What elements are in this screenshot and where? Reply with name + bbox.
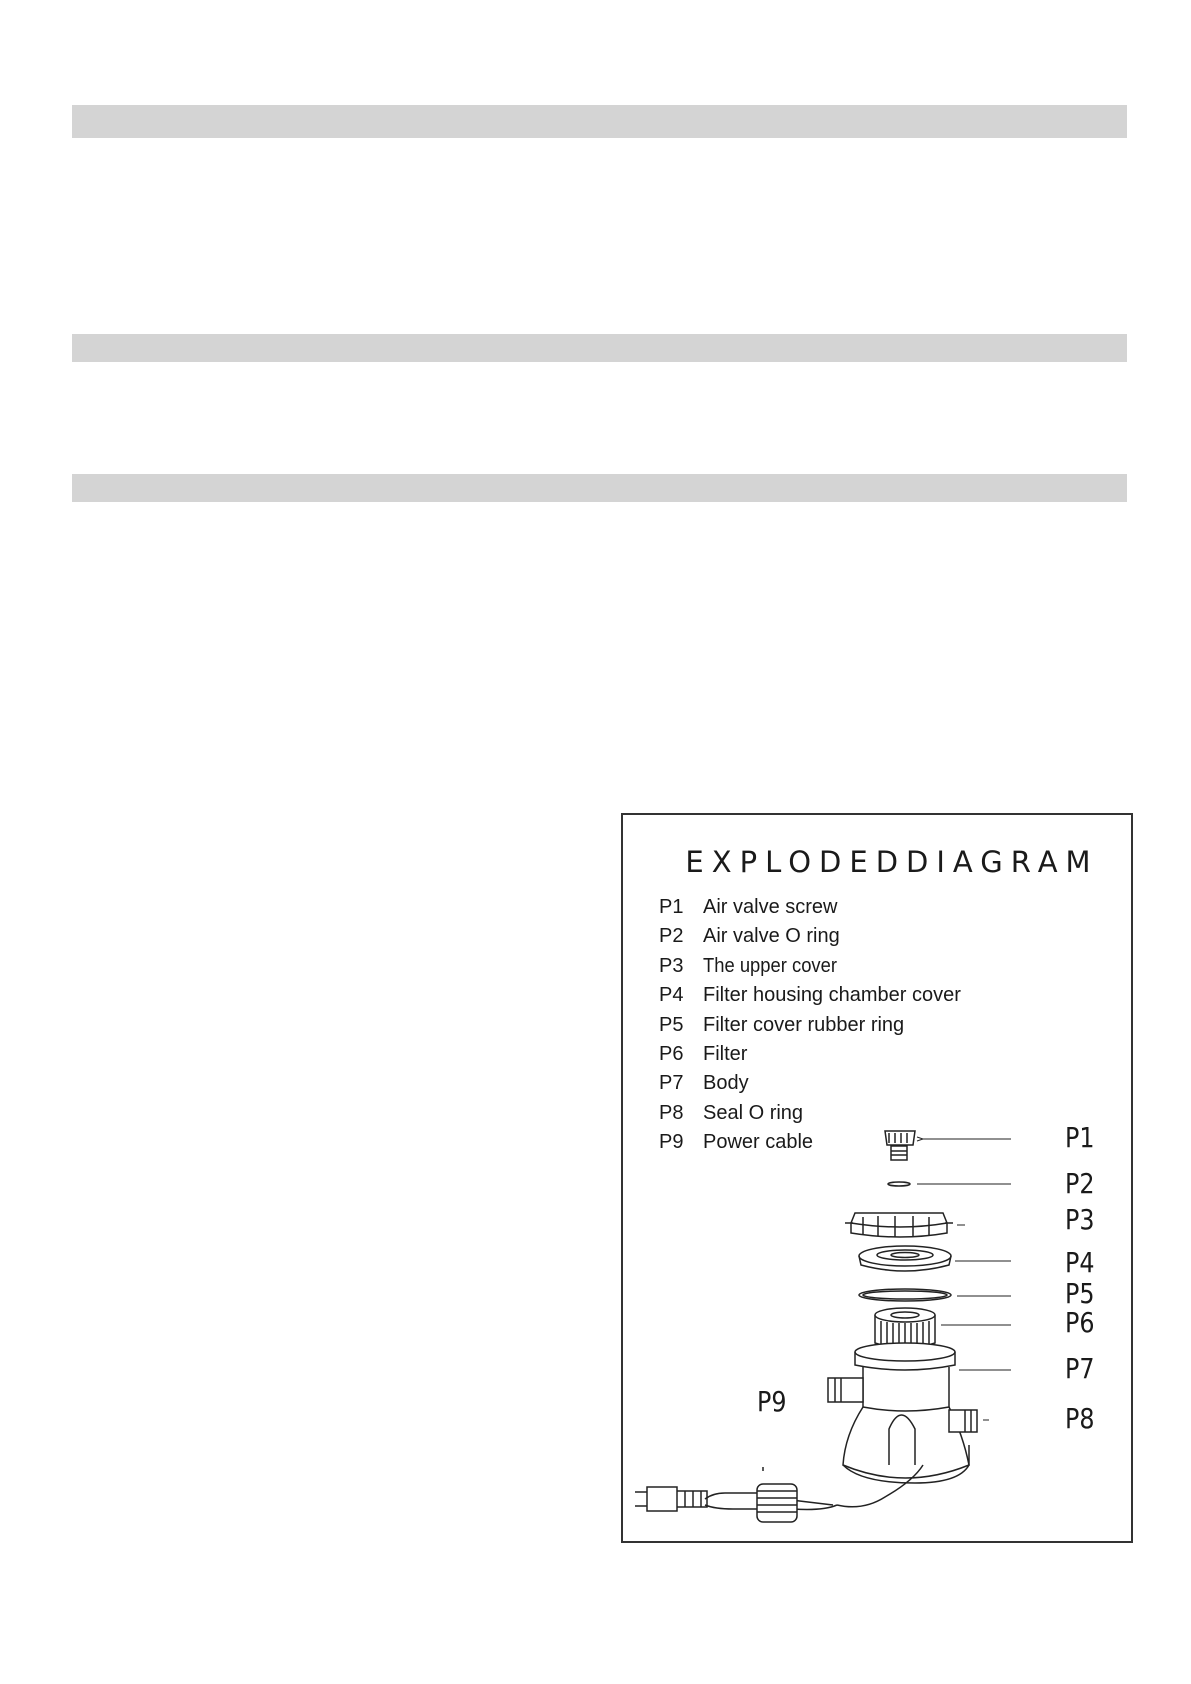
callout-p3: P3 [1065, 1203, 1095, 1236]
legend-code: P2 [659, 925, 684, 948]
legend-label: Power cable [703, 1131, 814, 1154]
callout-p8: P8 [1065, 1402, 1095, 1435]
callout-p4: P4 [1065, 1246, 1095, 1279]
legend-label: Seal O ring [703, 1101, 804, 1124]
pump-body-part [828, 1343, 977, 1483]
section-header-bar-2 [72, 334, 1127, 362]
upper-cover-part [845, 1213, 953, 1237]
legend-label: Air valve O ring [703, 925, 840, 948]
filter-housing-chamber-cover-part [859, 1246, 951, 1271]
legend-label: Air valve screw [703, 896, 838, 918]
section-header-bar-3 [72, 474, 1127, 502]
legend-label: The upper cover [703, 954, 837, 977]
air-valve-screw-part [885, 1131, 915, 1160]
section-header-bar-1 [72, 105, 1127, 138]
legend-label: Body [703, 1072, 749, 1095]
legend-code: P9 [659, 1131, 684, 1154]
callout-p5: P5 [1065, 1277, 1095, 1310]
pump-exploded-illustration [623, 815, 1131, 1541]
legend-code: P5 [659, 1013, 684, 1036]
callout-p9: P9 [757, 1385, 787, 1418]
callout-p6: P6 [1065, 1306, 1095, 1339]
callout-p1: P1 [1065, 1121, 1095, 1154]
legend-label: Filter housing chamber cover [703, 984, 961, 1007]
legend-code: P3 [659, 954, 684, 977]
callout-p2: P2 [1065, 1167, 1095, 1200]
power-cable-part [635, 1465, 923, 1522]
legend-label: Filter cover rubber ring [703, 1013, 905, 1036]
callout-p7: P7 [1065, 1352, 1095, 1385]
exploded-diagram-panel [621, 813, 1133, 1543]
legend-code: P4 [659, 984, 684, 1007]
diagram-title: EXPLODEDDIAGRAM [685, 845, 1099, 879]
legend-code: P6 [659, 1042, 684, 1065]
legend-code: P1 [659, 896, 684, 918]
legend-label: Filter [703, 1042, 748, 1065]
leader-lines [917, 1137, 1011, 1420]
legend-code: P8 [659, 1101, 684, 1124]
air-valve-o-ring-part [888, 1182, 910, 1186]
legend-code: P7 [659, 1072, 684, 1095]
